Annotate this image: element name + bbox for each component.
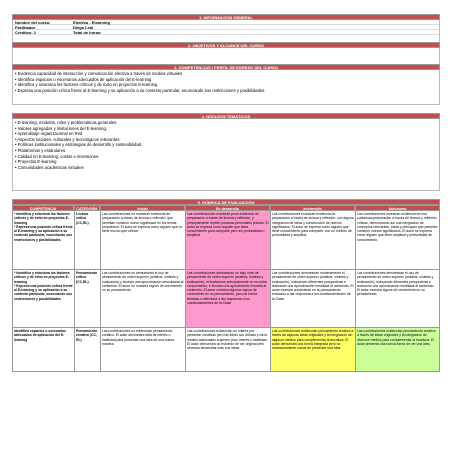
rubric-competencia: Identifica espacios o escenarios adecuados de aplicación del E-learning xyxy=(12,328,74,371)
rubric-intermedio: Las contribuciones evidencian pensamiento creativo a través de algunas ideas originales y la integración de algunos medios para complementar la escritura. El autor demuestra una forma integrada pero no necesariamente nueva de presentar una idea. xyxy=(270,328,355,371)
rubric-desarrollo: Las contribuciones demuestran un bajo nivel de pensamiento de orden superior (análisis, síntesis y evaluación), enfocándose principalmente en recordar conocimiento, e ilustran una aproximación forzada al contenido. El autor muestra algunos signos de crecimiento en su pensamiento, pero de forma limitada o reflexiona a dar respuesta a los cuestionamientos de la Clase xyxy=(185,270,270,327)
rubric-competencia: * Identifica y relaciona los factores críticos y de éxito en proyectos E-learning * Expresa una posición crítica frente al E-learning y su aplicación a su contexto particular, enunciando sus restricciones y posibilidades. xyxy=(12,270,74,327)
rubric-header-cell: Inicial xyxy=(100,205,185,211)
topic-item: • Proyectos E-learning xyxy=(15,159,57,165)
topic-item: • Políticas institucionales y estrategias de desarrollo y sostenibilidad. xyxy=(15,142,143,148)
rubric-autonomo: Las contribuciones muestran evidencia de una cuidadosa preparación a través de lectura y reflexión críticas, demostrando así una integración de conceptos relevantes, ideas y principios que permiten construir nuevos significados. El autor se expresa como alguien que tiene amplitud y profundidad de conocimiento. xyxy=(355,211,440,269)
rubric-autonomo: Las contribuciones evidencian pensamiento creativo a través de ideas originales y la integración de diversos medios para complementar la escritura. El autor presenta una nueva forma de ver una idea. xyxy=(355,328,440,371)
rubric-inicial: Las contribuciones no muestran evidencia de preparación a través de lectura o reflexión, que permitan construir nuevo significado en los temas propuestos. El autor se expresa como alguien que no tiene mucho que ofrecer. xyxy=(100,211,185,269)
course-value: Electiva - Elearning xyxy=(73,20,110,25)
rubric-desarrollo: Las contribuciones muestran poca evidencia de preparación a través de lectura y reflexión, y principalmente repiten posturas personales previas. El autor se expresa como alguien que tiene conocimiento para compartir pero sin profundidad o amplitud. xyxy=(185,211,270,269)
competency-item: • Identifica espacios o escenarios adecuados de aplicación del E-learning xyxy=(15,76,152,82)
competencies-list xyxy=(12,70,440,105)
competency-item: • Expresa una posición crítica frente al E-learning y su aplicación a su contexto particular, enunciando sus restricciones y posibilidades. xyxy=(15,87,266,93)
rubric-intermedio: Las contribuciones demuestran moderamente el pensamiento de orden superior (análisis, síntesis y evaluación), incluyendo diferentes perspectivas e ilustrando una aproximación meditada al contenido. El autor muestra crecimiento en su pensamiento enfocado a dar respuesta a los cuestionamientos de la Clase xyxy=(270,270,355,327)
rubric-header-cell: CATEGORÍA xyxy=(74,205,100,211)
rubric-inicial: Las contribuciones no evidencian pensamiento creativo. El autor demuestra falta de interés o habilidad para presentar una idea de una nueva manera. xyxy=(100,328,185,371)
topic-item: • E-learning, modelos, roles y problemáticas generales. xyxy=(15,120,118,125)
info-rows xyxy=(12,20,440,35)
section-band-topics: 4. NÚCLEOS TEMÁTICOS xyxy=(12,113,440,119)
course-label: Nombre del curso: xyxy=(15,20,51,25)
facilitator-value: Diego Leal xyxy=(73,25,94,30)
topics-list xyxy=(12,119,440,191)
section-band-competencies: 3. COMPETENCIAS / PERFIL DE EGRESO DEL CURSO xyxy=(12,64,440,70)
rubric-row xyxy=(12,328,440,372)
rubric-competencia: * Identifica y relaciona los factores críticos y de éxito en proyectos E-learning * Expresa una posición crítica frente al E-learning y su aplicación a su contexto particular, enunciando sus restricciones y posibilidades. xyxy=(12,211,74,269)
rubric-categoria: Pensamiento creativo (CC, RL) xyxy=(74,328,100,371)
topic-item: • Aspectos sociales, culturales y tecnológicos relevantes. xyxy=(15,136,121,142)
topic-item: • Calidad en E-learning, costos e inversiones. xyxy=(15,153,100,159)
rubric-autonomo: Las contribuciones demuestran el uso de pensamiento de orden superior (análisis, síntesis y evaluación), incluyendo diferentes perspectivas e ilustrando una aproximación meditada al contenido. El autor muestra signos de crecimiento en su pensamiento. xyxy=(355,270,440,327)
rubric-row xyxy=(12,270,440,328)
rubric-categoria: Lectura crítica (CC,RL) xyxy=(74,211,100,269)
rubric-inicial: Las contribuciones no demuestran el uso de pensamiento de orden superior (análisis, síntesis y evaluación) y ilustran una aproximación descuidada al contenido. El autor no muestra signos de crecimiento en su pensamiento. xyxy=(100,270,185,327)
rubric-categoria: Pensamiento crítico (CC,RL) xyxy=(74,270,100,327)
section-band-rubric: 5. RÚBRICA DE EVALUACIÓN xyxy=(12,199,440,205)
hours-label: Total de horas: xyxy=(73,30,102,35)
topic-item: • Comunidades académicas virtuales xyxy=(15,164,84,170)
spreadsheet xyxy=(12,14,440,372)
facilitator-label: Facilitador xyxy=(15,25,36,30)
section-band-info: 1. INFORMACIÓN GENERAL xyxy=(12,14,440,20)
rubric-header-cell: COMPETENCIA xyxy=(12,205,74,211)
rubric-row xyxy=(12,211,440,270)
rubric-header-cell: Intermedio xyxy=(270,205,355,211)
rubric-header-cell: Autónomo xyxy=(355,205,440,211)
section-band-objectives: 2. OBJETIVOS Y ALCANCE DEL CURSO xyxy=(12,42,440,48)
rubric-header-cell: En desarrollo xyxy=(185,205,270,211)
topic-item: • Aprendizaje organizacional en Red xyxy=(15,131,83,137)
rubric-intermedio: Las contribuciones muestran evidencia de preparación a través de lectura y reflexión, con alguna integración de ideas y construcción de nuevos significados. El autor se expresa como alguien que tiene conocimiento para compartir, con un mínimo de profundidad y amplitud. xyxy=(270,211,355,269)
competency-item: • Evidencia capacidad de interacción y comunicación efectiva a través de medios virtuales xyxy=(15,71,183,76)
topic-item: • Valores agregados y limitaciones del E-learning. xyxy=(15,125,107,131)
rubric-desarrollo: Las contribuciones evidencian un interés por presentar creativas pero las ideas son difusas y otros medios adicionales sugieren poco interés o habilidad. El autor demuestra un esfuerzo de ser original pero necesita desarrollar más sus ideas. xyxy=(185,328,270,371)
topic-item: • Plataformas y estándares. xyxy=(15,147,67,153)
credits-label: Créditos: 2 xyxy=(15,30,36,35)
competency-item: • Identifica y relaciona los factores críticos y de éxito en proyectos E-learning xyxy=(15,82,158,88)
